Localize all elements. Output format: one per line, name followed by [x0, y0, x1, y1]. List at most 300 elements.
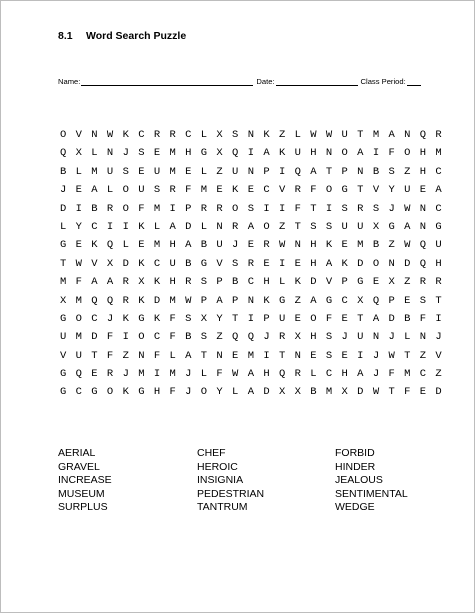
grid-letter: A — [357, 147, 364, 160]
grid-letter: K — [122, 386, 129, 399]
grid-letter: V — [278, 184, 286, 197]
grid-row — [60, 295, 451, 313]
grid-letter: D — [357, 257, 364, 270]
grid-letter: U — [232, 165, 239, 178]
grid-letter: V — [372, 184, 380, 197]
grid-letter: R — [169, 184, 176, 197]
grid-letter: I — [372, 147, 380, 160]
section-number: 8.1 — [58, 30, 73, 42]
grid-letter: C — [153, 331, 161, 344]
grid-letter: E — [185, 165, 192, 178]
grid-letter: X — [357, 294, 364, 307]
grid-letter: B — [200, 239, 208, 252]
grid-row — [60, 386, 451, 404]
grid-letter: Q — [247, 331, 254, 344]
grid-letter: E — [341, 349, 348, 362]
grid-letter: C — [435, 165, 442, 178]
word-list-item: INSIGNIA — [197, 474, 244, 487]
grid-letter: Z — [278, 220, 286, 233]
grid-row — [60, 184, 451, 202]
word-list-item: WEDGE — [335, 501, 375, 514]
name-label: Name: — [58, 77, 81, 86]
grid-letter: R — [106, 368, 114, 381]
grid-letter: U — [278, 312, 286, 325]
grid-letter: A — [106, 276, 114, 289]
grid-row — [60, 129, 451, 147]
grid-letter: U — [75, 349, 82, 362]
word-list-item: INCREASE — [58, 474, 112, 487]
grid-letter: F — [185, 184, 192, 197]
grid-letter: F — [388, 368, 395, 381]
grid-letter: D — [310, 276, 317, 289]
grid-letter: M — [200, 184, 208, 197]
grid-letter: G — [60, 386, 67, 399]
grid-letter: T — [232, 312, 239, 325]
grid-letter: I — [263, 349, 270, 362]
grid-letter: P — [200, 294, 208, 307]
grid-row — [60, 350, 451, 368]
grid-row — [60, 203, 451, 221]
grid-letter: A — [247, 368, 254, 381]
grid-letter: I — [106, 220, 114, 233]
grid-letter: J — [388, 202, 395, 215]
grid-letter: E — [247, 184, 254, 197]
grid-letter: B — [60, 165, 67, 178]
grid-letter: R — [278, 331, 286, 344]
grid-row — [60, 221, 451, 239]
grid-letter: T — [435, 294, 442, 307]
grid-letter: J — [60, 184, 67, 197]
grid-letter: N — [404, 129, 411, 141]
grid-letter: X — [216, 129, 223, 141]
grid-letter: T — [357, 312, 364, 325]
grid-letter: J — [232, 239, 239, 252]
grid-letter: A — [404, 220, 411, 233]
grid-letter: S — [185, 312, 192, 325]
grid-letter: N — [138, 349, 145, 362]
grid-letter: J — [372, 349, 380, 362]
grid-letter: O — [263, 220, 270, 233]
grid-letter: K — [91, 239, 98, 252]
word-list-item: MUSEUM — [58, 487, 105, 500]
grid-letter: N — [216, 220, 223, 233]
date-label: Date: — [256, 77, 275, 86]
grid-letter: D — [357, 386, 364, 399]
grid-letter: I — [325, 202, 333, 215]
grid-letter: N — [294, 239, 301, 252]
grid-letter: F — [419, 312, 427, 325]
word-list-item: PEDESTRIAN — [197, 487, 265, 500]
grid-row — [60, 166, 451, 184]
grid-letter: A — [247, 220, 254, 233]
grid-letter: L — [60, 220, 67, 233]
grid-letter: B — [91, 202, 98, 215]
grid-letter: A — [185, 349, 192, 362]
grid-letter: Y — [75, 220, 82, 233]
grid-letter: U — [169, 257, 176, 270]
grid-letter: P — [185, 202, 192, 215]
grid-letter: B — [372, 239, 380, 252]
grid-letter: R — [419, 276, 427, 289]
grid-letter: N — [419, 220, 427, 233]
grid-letter: G — [325, 294, 333, 307]
grid-letter: O — [310, 312, 317, 325]
grid-letter: Z — [216, 331, 223, 344]
grid-letter: X — [138, 276, 145, 289]
grid-letter: S — [419, 294, 427, 307]
grid-letter: L — [106, 184, 114, 197]
grid-letter: I — [435, 312, 442, 325]
grid-letter: K — [153, 276, 161, 289]
grid-letter: J — [388, 331, 395, 344]
grid-letter: J — [435, 331, 442, 344]
grid-letter: O — [200, 386, 208, 399]
grid-letter: L — [294, 129, 301, 141]
class-period-blank — [407, 77, 421, 86]
grid-letter: T — [310, 202, 317, 215]
grid-letter: S — [122, 165, 129, 178]
grid-letter: L — [278, 276, 286, 289]
grid-letter: Q — [106, 294, 114, 307]
grid-letter: M — [169, 165, 176, 178]
grid-letter: B — [232, 276, 239, 289]
page-title — [58, 30, 186, 42]
grid-letter: W — [388, 349, 395, 362]
grid-letter: M — [153, 239, 161, 252]
grid-letter: Z — [435, 368, 442, 381]
grid-letter: X — [106, 257, 114, 270]
grid-letter: G — [200, 147, 208, 160]
grid-letter: N — [294, 349, 301, 362]
grid-letter: K — [341, 257, 348, 270]
grid-letter: C — [419, 368, 427, 381]
grid-letter: P — [341, 165, 348, 178]
word-list-item: AERIAL — [58, 447, 96, 459]
grid-letter: N — [106, 147, 114, 160]
grid-letter: A — [216, 294, 223, 307]
grid-letter: J — [122, 368, 129, 381]
grid-letter: E — [138, 239, 145, 252]
grid-row — [60, 239, 451, 257]
grid-letter: O — [60, 129, 67, 141]
grid-letter: F — [106, 349, 114, 362]
grid-letter: L — [153, 220, 161, 233]
grid-letter: Z — [278, 129, 286, 141]
grid-letter: N — [325, 147, 333, 160]
grid-letter: W — [325, 129, 333, 141]
grid-letter: E — [216, 184, 223, 197]
grid-letter: G — [200, 257, 208, 270]
grid-letter: Q — [91, 294, 98, 307]
grid-letter: R — [435, 276, 442, 289]
grid-letter: F — [75, 276, 82, 289]
grid-letter: M — [138, 368, 145, 381]
grid-letter: R — [200, 202, 208, 215]
grid-letter: H — [263, 368, 270, 381]
grid-letter: M — [75, 294, 82, 307]
grid-letter: K — [294, 276, 301, 289]
grid-letter: I — [153, 368, 161, 381]
grid-letter: L — [200, 129, 208, 141]
grid-letter: Z — [404, 165, 411, 178]
grid-letter: S — [372, 202, 380, 215]
grid-letter: H — [419, 165, 427, 178]
grid-letter: Q — [75, 368, 82, 381]
grid-letter: J — [185, 368, 192, 381]
grid-letter: F — [169, 312, 176, 325]
grid-letter: L — [200, 368, 208, 381]
grid-letter: C — [263, 184, 270, 197]
grid-letter: Q — [419, 129, 427, 141]
grid-letter: D — [91, 331, 98, 344]
grid-letter: E — [294, 257, 301, 270]
grid-letter: N — [357, 165, 364, 178]
grid-letter: O — [106, 386, 114, 399]
grid-letter: W — [106, 129, 114, 141]
grid-letter: V — [91, 257, 98, 270]
grid-letter: F — [169, 331, 176, 344]
grid-letter: U — [341, 220, 348, 233]
word-list-item: FORBID — [335, 447, 375, 459]
grid-letter: V — [60, 349, 67, 362]
grid-letter: I — [278, 257, 286, 270]
grid-letter: V — [75, 129, 82, 141]
grid-letter: U — [60, 331, 67, 344]
grid-letter: E — [247, 239, 254, 252]
grid-letter: E — [294, 312, 301, 325]
grid-letter: F — [138, 202, 145, 215]
grid-letter: S — [310, 220, 317, 233]
grid-letter: E — [404, 294, 411, 307]
grid-letter: P — [341, 276, 348, 289]
grid-letter: W — [232, 368, 239, 381]
grid-letter: W — [372, 386, 380, 399]
grid-letter: P — [388, 294, 395, 307]
grid-letter: I — [122, 220, 129, 233]
grid-letter: T — [388, 386, 395, 399]
grid-letter: B — [404, 312, 411, 325]
word-list-item: TANTRUM — [197, 501, 248, 514]
grid-letter: N — [216, 349, 223, 362]
grid-letter: R — [122, 276, 129, 289]
grid-letter: O — [404, 147, 411, 160]
grid-letter: P — [263, 165, 270, 178]
grid-letter: L — [91, 147, 98, 160]
grid-letter: D — [435, 386, 442, 399]
grid-letter: H — [341, 368, 348, 381]
grid-letter: Z — [388, 239, 395, 252]
grid-letter: Q — [294, 165, 301, 178]
grid-letter: Z — [216, 165, 223, 178]
grid-letter: C — [247, 276, 254, 289]
grid-letter: N — [247, 129, 254, 141]
word-list-item: HINDER — [335, 460, 376, 473]
grid-letter: E — [419, 184, 427, 197]
grid-letter: G — [138, 386, 145, 399]
grid-letter: X — [341, 386, 348, 399]
grid-letter: G — [60, 312, 67, 325]
grid-letter: T — [357, 184, 364, 197]
grid-letter: M — [169, 294, 176, 307]
word-list-item: SURPLUS — [58, 501, 108, 514]
grid-letter: N — [419, 331, 427, 344]
grid-letter: H — [310, 147, 317, 160]
grid-letter: R — [357, 202, 364, 215]
grid-letter: H — [310, 239, 317, 252]
grid-letter: R — [263, 239, 270, 252]
grid-letter: H — [169, 239, 176, 252]
grid-letter: A — [310, 165, 317, 178]
grid-letter: O — [122, 184, 129, 197]
grid-letter: E — [263, 257, 270, 270]
grid-letter: G — [388, 220, 395, 233]
grid-letter: U — [357, 331, 364, 344]
grid-letter: Z — [419, 349, 427, 362]
grid-letter: R — [169, 129, 176, 141]
grid-letter: O — [138, 331, 145, 344]
grid-letter: A — [372, 312, 380, 325]
grid-letter: U — [404, 184, 411, 197]
grid-letter: C — [325, 368, 333, 381]
grid-letter: L — [232, 386, 239, 399]
grid-letter: S — [232, 129, 239, 141]
grid-letter: P — [216, 276, 223, 289]
grid-letter: D — [185, 220, 192, 233]
grid-letter: T — [278, 349, 286, 362]
grid-letter: L — [169, 349, 176, 362]
grid-letter: C — [75, 386, 82, 399]
grid-letter: S — [247, 202, 254, 215]
grid-letter: I — [75, 202, 82, 215]
grid-letter: Q — [60, 147, 67, 160]
grid-letter: K — [263, 129, 270, 141]
grid-letter: A — [310, 294, 317, 307]
grid-letter: G — [60, 239, 67, 252]
grid-letter: D — [263, 386, 270, 399]
grid-letter: L — [404, 331, 411, 344]
grid-letter: K — [263, 294, 270, 307]
grid-letter: X — [372, 220, 380, 233]
grid-letter: F — [106, 331, 114, 344]
grid-letter: T — [404, 349, 411, 362]
word-list-item: JEALOUS — [335, 474, 383, 487]
grid-letter: F — [216, 368, 223, 381]
grid-letter: B — [372, 165, 380, 178]
grid-letter: V — [325, 276, 333, 289]
grid-letter: R — [122, 294, 129, 307]
grid-letter: B — [185, 331, 192, 344]
grid-letter: Q — [106, 239, 114, 252]
grid-letter: T — [91, 349, 98, 362]
grid-letter: G — [278, 294, 286, 307]
grid-letter: E — [310, 349, 317, 362]
word-list-item: GRAVEL — [58, 460, 100, 473]
word-list-item: SENTIMENTAL — [335, 487, 408, 500]
grid-letter: N — [247, 294, 254, 307]
grid-letter: S — [153, 184, 161, 197]
grid-letter: S — [200, 276, 208, 289]
grid-letter: M — [153, 202, 161, 215]
grid-letter: F — [310, 184, 317, 197]
grid-letter: U — [435, 239, 442, 252]
grid-letter: D — [404, 257, 411, 270]
grid-letter: K — [138, 257, 145, 270]
grid-letter: F — [325, 312, 333, 325]
grid-letter: J — [106, 312, 114, 325]
grid-letter: O — [372, 257, 380, 270]
grid-letter: E — [75, 239, 82, 252]
grid-letter: A — [247, 386, 254, 399]
grid-letter: G — [435, 220, 442, 233]
grid-letter: M — [169, 368, 176, 381]
grid-letter: E — [372, 276, 380, 289]
grid-letter: V — [216, 257, 223, 270]
grid-letter: A — [91, 276, 98, 289]
grid-letter: R — [294, 368, 301, 381]
grid-letter: H — [263, 276, 270, 289]
grid-letter: J — [185, 386, 192, 399]
grid-letter: I — [122, 331, 129, 344]
grid-letter: A — [357, 368, 364, 381]
letter-grid — [60, 129, 451, 405]
grid-letter: V — [435, 349, 442, 362]
grid-letter: J — [122, 147, 129, 160]
grid-letter: S — [232, 257, 239, 270]
grid-letter: W — [278, 239, 286, 252]
grid-letter: M — [357, 239, 364, 252]
grid-letter: X — [278, 386, 286, 399]
grid-letter: C — [138, 129, 145, 141]
grid-letter: C — [341, 294, 348, 307]
grid-letter: P — [263, 312, 270, 325]
grid-letter: B — [310, 386, 317, 399]
grid-letter: R — [247, 257, 254, 270]
grid-letter: E — [341, 312, 348, 325]
grid-letter: S — [325, 331, 333, 344]
grid-letter: A — [325, 257, 333, 270]
grid-letter: U — [138, 184, 145, 197]
grid-letter: I — [263, 202, 270, 215]
grid-letter: E — [153, 147, 161, 160]
grid-letter: U — [294, 147, 301, 160]
grid-letter: N — [247, 165, 254, 178]
grid-letter: G — [357, 276, 364, 289]
grid-letter: I — [247, 312, 254, 325]
grid-letter: H — [310, 257, 317, 270]
grid-letter: S — [325, 349, 333, 362]
grid-letter: D — [122, 257, 129, 270]
grid-letter: F — [388, 147, 395, 160]
grid-letter: W — [404, 239, 411, 252]
grid-letter: J — [372, 368, 380, 381]
grid-letter: S — [341, 202, 348, 215]
grid-letter: R — [153, 129, 161, 141]
grid-letter: K — [278, 147, 286, 160]
word-list — [58, 447, 418, 515]
grid-letter: E — [419, 386, 427, 399]
grid-letter: R — [232, 220, 239, 233]
grid-letter: X — [60, 294, 67, 307]
grid-letter: L — [75, 165, 82, 178]
grid-letter: Q — [372, 294, 380, 307]
grid-letter: I — [169, 202, 176, 215]
name-blank — [81, 77, 253, 86]
grid-letter: K — [232, 184, 239, 197]
grid-letter: Q — [232, 331, 239, 344]
grid-row — [60, 368, 451, 386]
grid-letter: E — [75, 184, 82, 197]
grid-letter: L — [122, 239, 129, 252]
